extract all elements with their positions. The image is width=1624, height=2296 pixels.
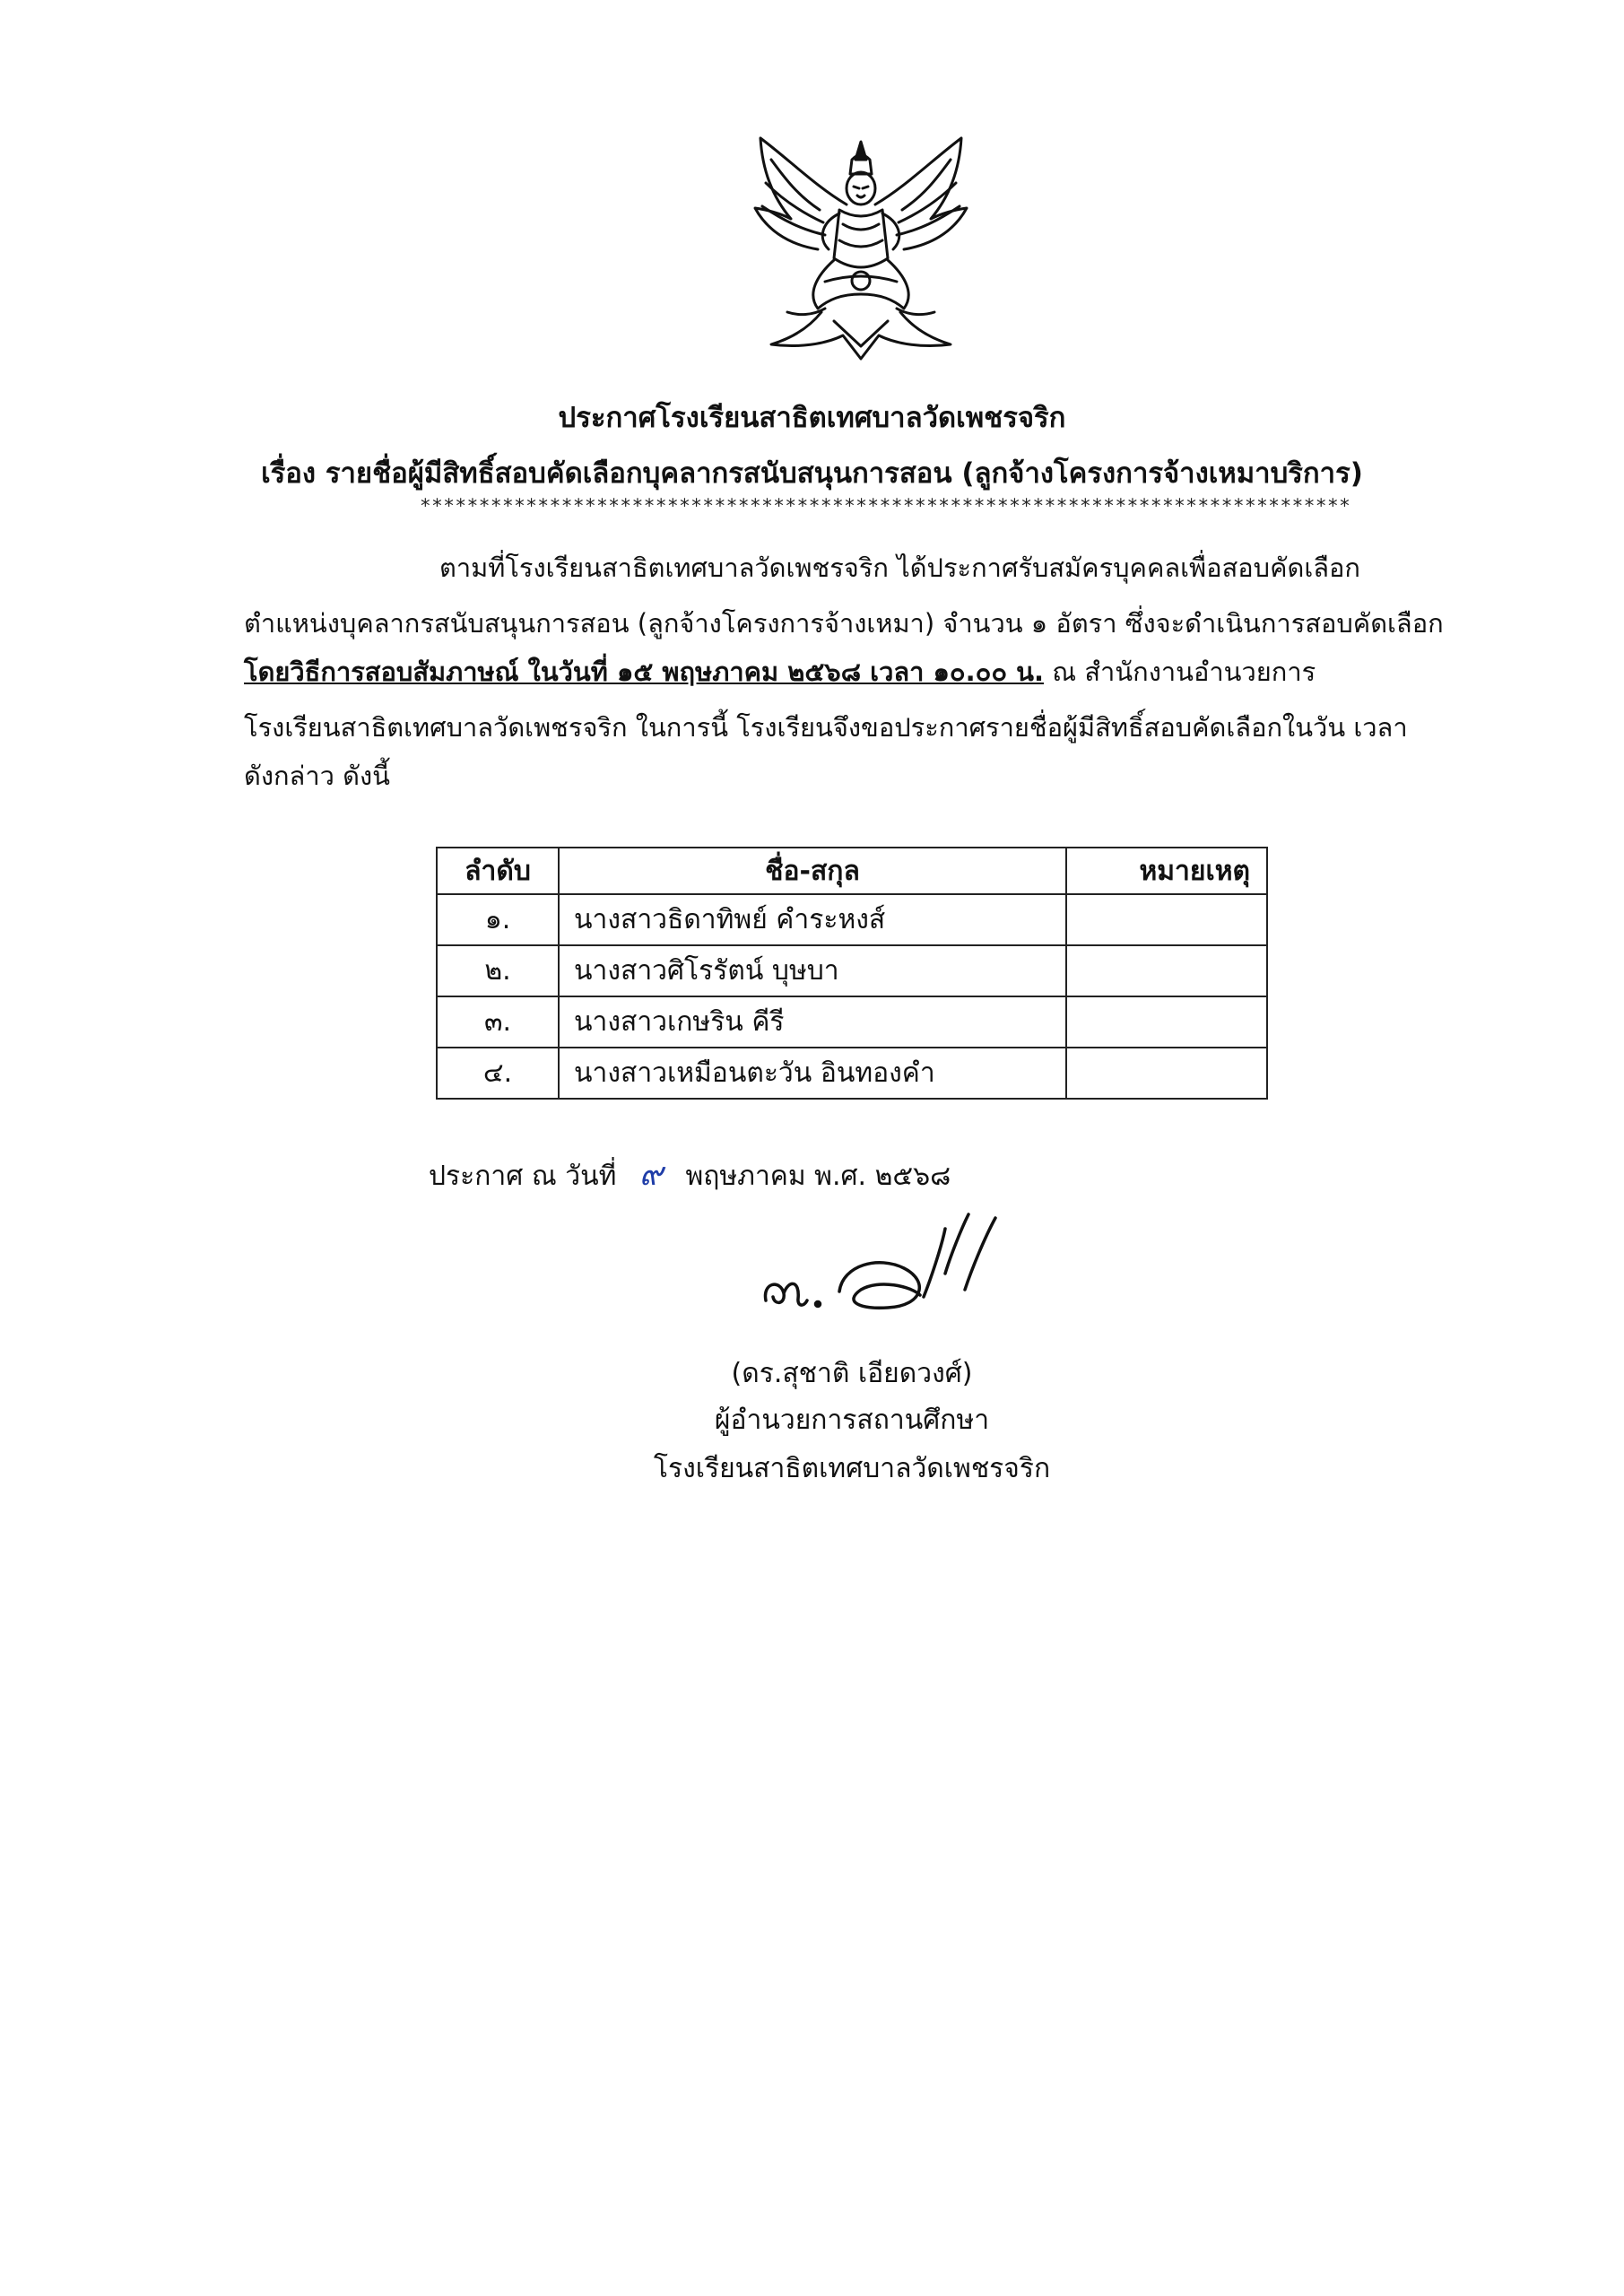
row-no: ๔. [437,1048,559,1099]
star-divider: ******************************************************************************* [420,495,1351,517]
body-line-3 [244,651,1316,692]
row-no: ๓. [437,996,559,1048]
handwritten-signature [753,1193,1040,1327]
handwritten-day: ๙ [638,1156,664,1193]
announcement-title: ประกาศโรงเรียนสาธิตเทศบาลวัดเพชรจริก [558,402,1066,434]
table-header-row [437,848,1267,894]
table-row [437,945,1267,996]
row-no: ๒. [437,945,559,996]
row-remark [1066,996,1267,1048]
row-name: นางสาวศิโรรัตน์ บุษบา [559,945,1066,996]
signer-school: โรงเรียนสาธิตเทศบาลวัดเพชรจริก [653,1453,1051,1484]
table-row [437,1048,1267,1099]
candidate-table [436,847,1268,1100]
row-remark [1066,894,1267,945]
body-line-4: โรงเรียนสาธิตเทศบาลวัดเพชรจริก ในการนี้ โรงเรียนจึงขอประกาศรายชื่อผู้มีสิทธิ์สอบคัดเลือกในวัน เวลา [244,712,1408,743]
announce-date [429,1148,951,1199]
announce-suffix: พฤษภาคม พ.ศ. ๒๕๖๘ [685,1161,951,1192]
signer-position: ผู้อำนวยการสถานศึกษา [714,1405,990,1436]
interview-date-emphasis: โดยวิธีการสอบสัมภาษณ์ ในวันที่ ๑๕ พฤษภาคม ๒๕๖๘ เวลา ๑๐.๐๐ น. [244,657,1044,687]
row-name: นางสาวธิดาทิพย์ คำระหงส์ [559,894,1066,945]
row-no: ๑. [437,894,559,945]
header-no: ลำดับ [437,848,559,894]
row-remark [1066,945,1267,996]
body-line-3-rest: ณ สำนักงานอำนวยการ [1043,657,1316,687]
garuda-emblem-icon [735,124,986,375]
body-line-2: ตำแหน่งบุคลากรสนับสนุนการสอน (ลูกจ้างโครงการจ้างเหมา) จำนวน ๑ อัตรา ซึ่งจะดำเนินการสอบคัดเลือก [244,608,1444,639]
signer-name: (ดร.สุชาติ เอียดวงศ์) [731,1358,973,1389]
body-line-1: ตามที่โรงเรียนสาธิตเทศบาลวัดเพชรจริก ได้ประกาศรับสมัครบุคคลเพื่อสอบคัดเลือก [439,552,1360,583]
row-name: นางสาวเหมือนตะวัน อินทองคำ [559,1048,1066,1099]
row-remark [1066,1048,1267,1099]
announcement-subject: เรื่อง รายชื่อผู้มีสิทธิ์สอบคัดเลือกบุคลากรสนับสนุนการสอน (ลูกจ้างโครงการจ้างเหมาบริการ) [261,457,1363,490]
announce-prefix: ประกาศ ณ วันที่ [429,1161,617,1192]
header-name: ชื่อ-สกุล [559,848,1066,894]
table-row [437,894,1267,945]
header-remark: หมายเหตุ [1066,848,1267,894]
row-name: นางสาวเกษริน คีรี [559,996,1066,1048]
table-row [437,996,1267,1048]
body-line-5: ดังกล่าว ดังนี้ [244,761,390,791]
